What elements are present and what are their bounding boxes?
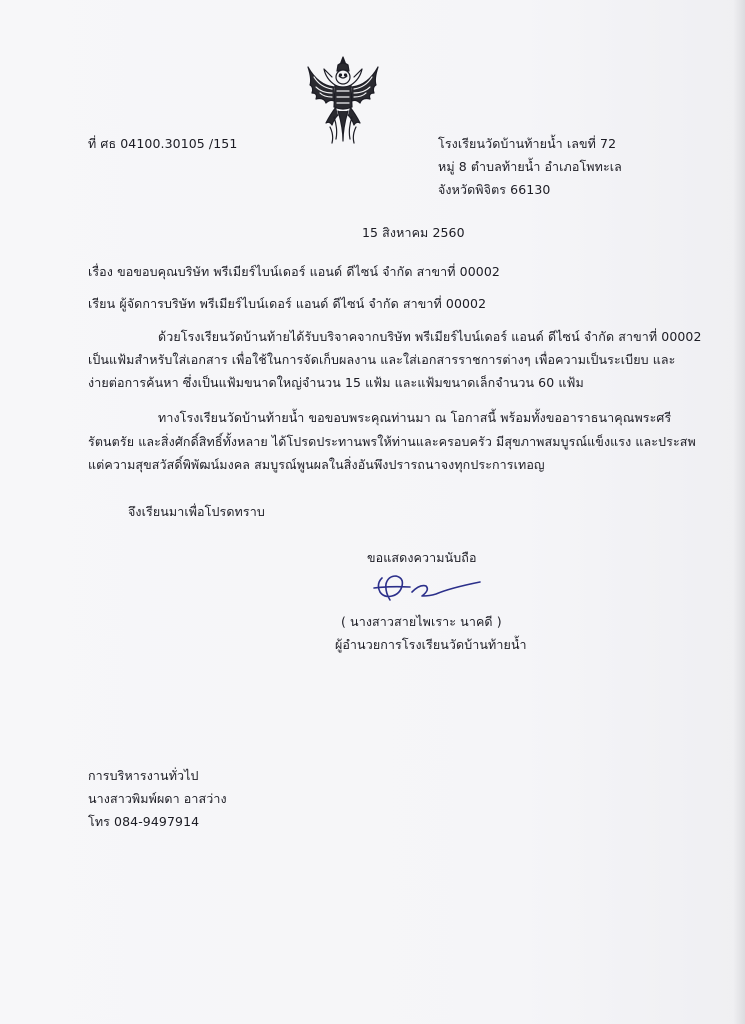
sender-address-line: จังหวัดพิจิตร 66130 [438, 182, 551, 197]
body-paragraph-2-line: รัตนตรัย และสิ่งศักดิ์สิทธิ์ทั้งหลาย ได้โปรดประทานพรให้ท่านและครอบครัว มีสุขภาพสมบูรณ์แข็งแรง และประสพ [88, 434, 696, 449]
letter-subject: เรื่อง ขอขอบคุณบริษัท พรีเมียร์ไบน์เดอร์ แอนด์ ดีไซน์ จำกัด สาขาที่ 00002 [88, 264, 500, 279]
body-paragraph-2-line: แต่ความสุขสวัสดิ์พิพัฒน์มงคล สมบูรณ์พูนผลในสิ่งอันพึงปรารถนาจงทุกประการเทอญ [88, 457, 545, 472]
reference-number: ที่ ศธ 04100.30105 /151 [88, 136, 238, 151]
sender-address-line: โรงเรียนวัดบ้านท้ายน้ำ เลขที่ 72 [438, 136, 617, 151]
sender-address-line: หมู่ 8 ตำบลท้ายน้ำ อำเภอโพทะเล [438, 159, 622, 174]
body-paragraph-1-line: ง่ายต่อการค้นหา ซึ่งเป็นแฟ้มขนาดใหญ่จำนวน 15 แฟ้ม และแฟ้มขนาดเล็กจำนวน 60 แฟ้ม [88, 375, 584, 390]
page-edge-shadow [733, 0, 745, 1024]
body-paragraph-1-line: ด้วยโรงเรียนวัดบ้านท้ายได้รับบริจาคจากบริษัท พรีเมียร์ไบน์เดอร์ แอนด์ ดีไซน์ จำกัด สาขาที่ 00002 [158, 329, 702, 344]
closing-line: จึงเรียนมาเพื่อโปรดทราบ [128, 504, 265, 519]
contact-phone: โทร 084-9497914 [88, 814, 200, 829]
contact-department: การบริหารงานทั่วไป [88, 768, 199, 783]
signatory-title: ผู้อำนวยการโรงเรียนวัดบ้านท้ายน้ำ [335, 637, 527, 652]
letter-recipient: เรียน ผู้จัดการบริษัท พรีเมียร์ไบน์เดอร์ แอนด์ ดีไซน์ จำกัด สาขาที่ 00002 [88, 296, 487, 311]
handwritten-signature-icon [370, 570, 490, 610]
contact-person: นางสาวพิมพ์ผดา อาสว่าง [88, 791, 227, 806]
body-paragraph-1-line: เป็นแฟ้มสำหรับใส่เอกสาร เพื่อใช้ในการจัดเก็บผลงาน และใส่เอกสารราชการต่างๆ เพื่อความเป็นระเบียบ และ [88, 352, 676, 367]
letter-date: 15 สิงหาคม 2560 [362, 225, 465, 240]
complimentary-close: ขอแสดงความนับถือ [367, 550, 477, 565]
signatory-name: ( นางสาวสายไพเราะ นาคดี ) [341, 614, 502, 629]
body-paragraph-2-line: ทางโรงเรียนวัดบ้านท้ายน้ำ ขอขอบพระคุณท่านมา ณ โอกาสนี้ พร้อมทั้งขออาราธนาคุณพระศรี [158, 410, 672, 425]
garuda-emblem-icon [304, 55, 382, 145]
